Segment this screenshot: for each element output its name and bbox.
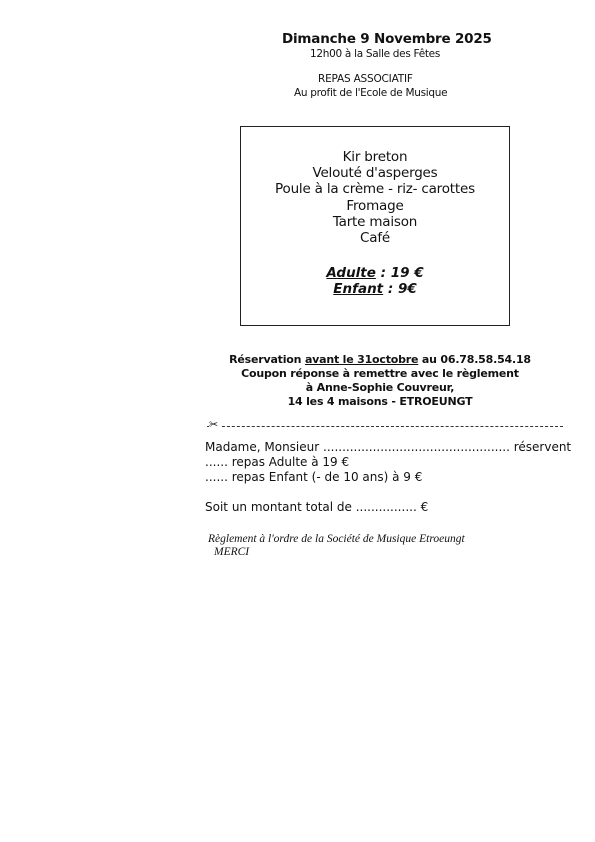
cut-line (207, 426, 563, 427)
coupon-total-line: Soit un montant total de ................ € (205, 500, 429, 514)
reply-coupon (205, 440, 571, 515)
child-price-label: Enfant (333, 280, 384, 297)
menu-item: Velouté d'asperges (312, 165, 438, 182)
event-title: REPAS ASSOCIATIF (318, 73, 413, 85)
reservation-line-1 (200, 353, 560, 367)
price-list (240, 266, 510, 297)
reservation-line-4: 14 les 4 maisons - ETROEUNGT (287, 395, 473, 408)
menu-item: Fromage (346, 197, 404, 214)
reservation-prefix: Réservation (229, 353, 305, 366)
coupon-child-line: ...... repas Enfant (- de 10 ans) à 9 € (205, 470, 423, 484)
menu-item: Poule à la crème - riz- carottes (275, 181, 475, 198)
payment-order-text: Règlement à l'ordre de la Société de Musique Etroeungt (208, 533, 465, 545)
scissors-icon: ✂ (209, 418, 219, 431)
reservation-deadline: avant le 31octobre (304, 353, 419, 366)
event-beneficiary: Au profit de l'Ecole de Musique (294, 87, 448, 99)
menu-list (240, 149, 510, 246)
adult-price-row (240, 266, 510, 282)
adult-price-label: Adulte (326, 265, 376, 281)
menu-item: Kir breton (342, 149, 408, 165)
event-date: Dimanche 9 Novembre 2025 (282, 31, 492, 47)
reservation-info (200, 353, 560, 409)
reservation-line-3: à Anne-Sophie Couvreur, (305, 381, 455, 394)
event-time-place: 12h00 à la Salle des Fêtes (310, 48, 441, 60)
reservation-phone: au 06.78.58.54.18 (418, 353, 531, 366)
thanks-text: MERCI (214, 546, 250, 558)
menu-item: Café (360, 230, 390, 247)
coupon-name-line: Madame, Monsieur ................................................. réservent (205, 440, 572, 454)
child-price-row (240, 282, 510, 298)
payment-note (208, 533, 465, 559)
reservation-line-2: Coupon réponse à remettre avec le règlement (241, 367, 519, 380)
menu-item: Tarte maison (332, 213, 418, 230)
coupon-adult-line: ...... repas Adulte à 19 € (205, 455, 350, 469)
adult-price-value: : 19 € (375, 265, 424, 281)
child-price-value: : 9€ (383, 280, 417, 297)
